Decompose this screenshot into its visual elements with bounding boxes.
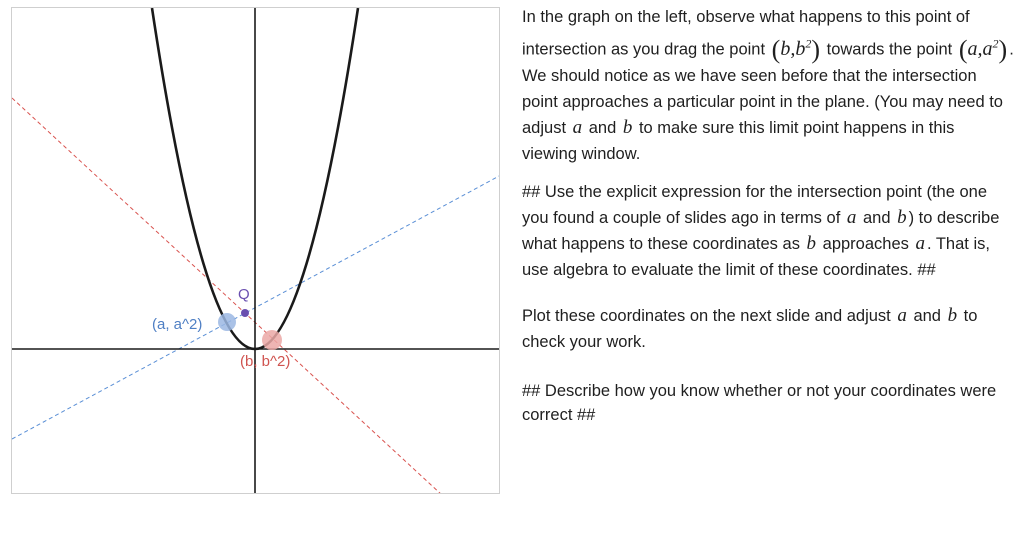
- p2-text-3: approaches: [822, 234, 909, 253]
- var-b: b: [897, 206, 907, 228]
- p3-text-1: Plot these coordinates on the next slide and adjust: [522, 306, 891, 325]
- paragraph-plot: [522, 303, 1014, 355]
- p2-text-1: ## Use the explicit expression for the intersection point (the one you found a couple of slides ago in terms of: [522, 182, 988, 227]
- label-q: Q: [238, 286, 250, 303]
- and-word: and: [862, 208, 891, 227]
- point-q: [241, 309, 249, 317]
- graph-canvas[interactable]: [12, 8, 500, 494]
- paragraph-describe: [522, 379, 1014, 427]
- var-a: a: [897, 304, 907, 326]
- p2-text-2: ) to describe what happens to these coordinates as: [522, 208, 1000, 253]
- point-a-expression: $(a,a^2)$: [958, 34, 1008, 64]
- var-b: b: [622, 116, 633, 138]
- var-a: a: [572, 116, 583, 138]
- label-a: (a, a^2): [152, 316, 203, 333]
- var-a: a: [846, 206, 857, 228]
- label-b: (b, b^2): [240, 353, 291, 370]
- var-b: b: [947, 304, 958, 326]
- blue-dashed-line: [12, 175, 500, 439]
- p2-text-4: . That is, use algebra to evaluate the limit of these coordinates. ##: [522, 234, 990, 279]
- p1-text-3: . We should notice as we have seen before that the intersection point approaches a particular point in the plane. (You may need to adjust: [522, 40, 1014, 137]
- var-b: b: [806, 232, 817, 254]
- and-word: and: [588, 118, 617, 137]
- p1-text-4: to make sure this limit point happens in this viewing window.: [522, 118, 955, 163]
- instructions-panel: [522, 4, 1014, 427]
- p1-text-2: towards the point: [826, 40, 953, 59]
- point-a-handle[interactable]: [218, 313, 236, 331]
- paragraph-observe: [522, 4, 1014, 167]
- and-word: and: [913, 306, 941, 325]
- red-dashed-line: [12, 98, 442, 494]
- point-b-handle[interactable]: [262, 330, 282, 350]
- point-b-expression: $(b,b^2)$: [771, 34, 821, 64]
- paragraph-explicit: [522, 179, 1014, 283]
- p1-text-1: In the graph on the left, observe what happens to this point of intersection as you drag the point: [522, 8, 970, 59]
- p3-text-2: to check your work.: [522, 306, 978, 351]
- var-a: a: [915, 232, 925, 254]
- p4-text: ## Describe how you know whether or not your coordinates were correct ##: [522, 381, 997, 424]
- graph-panel: [11, 7, 500, 494]
